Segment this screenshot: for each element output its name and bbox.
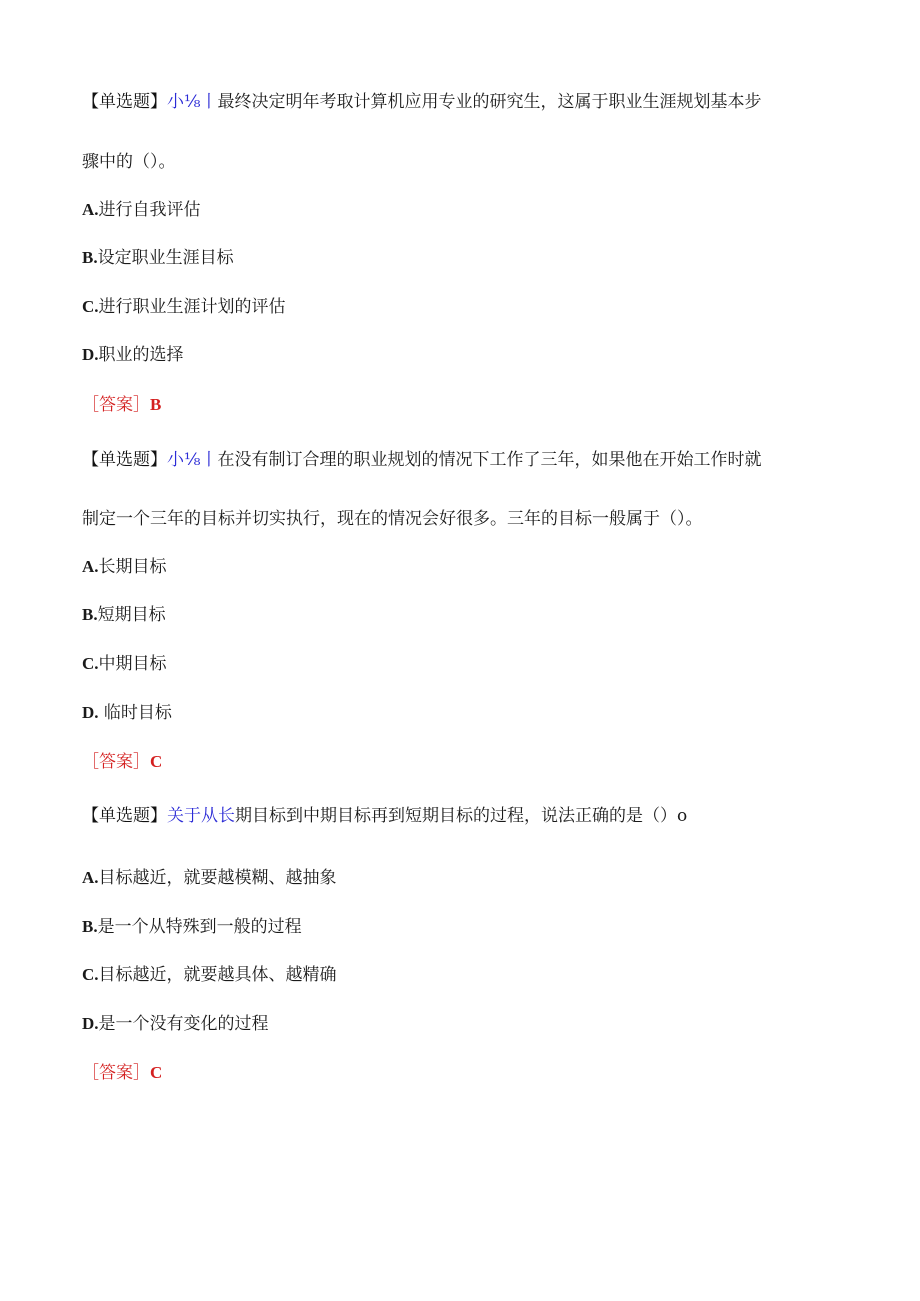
highlighted-text: 小⅛丨: [167, 450, 218, 470]
answer-label: ［答案］: [82, 752, 150, 772]
answer-label: ［答案］: [82, 1063, 150, 1083]
q3-option-a: [82, 866, 337, 890]
option-text: 目标越近，就要越具体、越精确: [98, 965, 337, 985]
q2-option-b: [82, 603, 166, 627]
option-letter: A.: [82, 868, 99, 887]
q2-stem-line2: 制定一个三年的目标并切实执行，现在的情况会好很多。三年的目标一般属于（）。: [82, 509, 703, 529]
q3-stem-line1: [82, 804, 687, 828]
option-letter: C.: [82, 297, 99, 316]
q3-option-d: [82, 1012, 269, 1036]
question-type-tag: 【单选题】: [82, 806, 167, 826]
q3-option-c: [82, 963, 337, 987]
option-text: 进行职业生涯计划的评估: [98, 297, 286, 317]
option-text: 是一个从特殊到一般的过程: [97, 917, 302, 937]
answer-value: B: [150, 395, 162, 414]
option-text: 进行自我评估: [98, 200, 201, 220]
option-text: 设定职业生涯目标: [97, 248, 234, 268]
q1-option-b: [82, 246, 234, 270]
q3-stem-text: 期目标到中期目标再到短期目标的过程，说法正确的是（）o: [235, 806, 688, 826]
answer-value: C: [150, 1063, 163, 1082]
option-letter: A.: [82, 557, 99, 576]
q1-option-d: [82, 343, 184, 367]
option-text: 中期目标: [98, 654, 167, 674]
option-text: 临时目标: [98, 703, 172, 723]
option-text: 是一个没有变化的过程: [98, 1014, 269, 1034]
option-text: 短期目标: [97, 605, 166, 625]
question-type-tag: 【单选题】: [82, 450, 167, 470]
question-type-tag: 【单选题】: [82, 92, 167, 112]
option-letter: B.: [82, 248, 98, 267]
option-letter: C.: [82, 965, 99, 984]
q1-stem-line1: [82, 90, 761, 114]
q1-stem-text: 最终决定明年考取计算机应用专业的研究生，这属于职业生涯规划基本步: [217, 92, 762, 112]
highlighted-text: 小⅛丨: [167, 92, 218, 112]
q3-option-b: [82, 915, 302, 939]
q3-answer: [82, 1061, 162, 1085]
option-text: 目标越近，就要越模糊、越抽象: [98, 868, 337, 888]
q2-stem-line1: [82, 448, 761, 472]
q1-option-c: [82, 295, 286, 319]
answer-label: ［答案］: [82, 395, 150, 415]
option-letter: D.: [82, 1014, 99, 1033]
q1-option-a: [82, 198, 201, 222]
option-letter: C.: [82, 654, 99, 673]
option-text: 长期目标: [98, 557, 167, 577]
q2-option-c: [82, 652, 167, 676]
highlighted-text: 关于从长: [167, 806, 235, 826]
option-letter: A.: [82, 200, 99, 219]
option-letter: B.: [82, 917, 98, 936]
q2-option-a: [82, 555, 167, 579]
option-letter: B.: [82, 605, 98, 624]
q2-answer: [82, 750, 162, 774]
answer-value: C: [150, 752, 163, 771]
q1-stem-line2: 骤中的（）。: [82, 152, 176, 172]
option-letter: D.: [82, 703, 99, 722]
option-text: 职业的选择: [98, 345, 184, 365]
q2-stem-text: 在没有制订合理的职业规划的情况下工作了三年，如果他在开始工作时就: [217, 450, 762, 470]
q2-option-d: [82, 701, 172, 725]
option-letter: D.: [82, 345, 99, 364]
q1-answer: [82, 393, 161, 417]
